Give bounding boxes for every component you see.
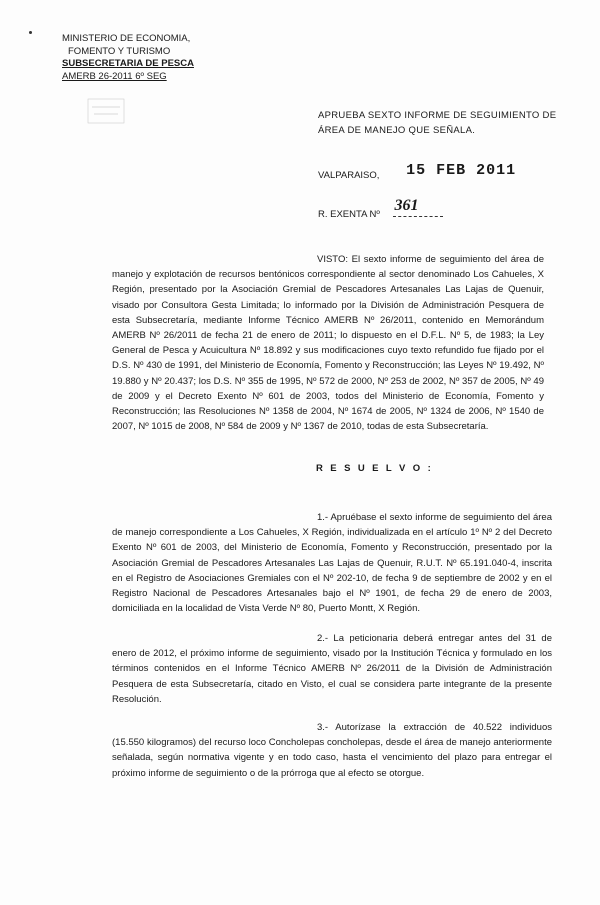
letterhead [62,33,194,83]
visto-paragraph: VISTO: El sexto informe de seguimiento del área de manejo y explotación de recursos bentónicos correspondiente al sector denominado Los Cahueles, X Región, presentado por la Asociación Gremial de Pescadores Artesanales Las Lajas de Quenuir, visado por Consultora Gesta Limitada; lo informado por la División de Administración Pesquera de esta Subsecretaría, mediante Informe Técnico AMERB Nº 26/2011, contenido en Memorándum AMERB Nº 26/2011 de fecha 21 de enero de 2011; lo dispuesto en el D.F.L. Nº 5, de 1983; la Ley General de Pesca y Acuicultura Nº 18.892 y sus modificaciones cuyo texto refundido fue fijado por el D.S. Nº 430 de 1991, del Ministerio de Economía, Fomento y Reconstrucción; las Leyes Nº 19.492, Nº 19.880 y Nº 20.437; los D.S. Nº 355 de 1995, Nº 572 de 2000, Nº 253 de 2002, Nº 357 de 2005, Nº 49 de 2009 y el Decreto Exento Nº 601 de 2003, todos del Ministerio de Economía, Fomento y Reconstrucción; las Resoluciones Nº 1358 de 2004, Nº 1674 de 2005, Nº 1324 de 2006, Nº 1540 de 2007, Nº 1015 de 2008, Nº 584 de 2009 y Nº 1367 de 2010, todas de esta Subsecretaría. [112,254,544,433]
reference-line: AMERB 26-2011 6º SEG [62,70,167,82]
ministry-line-2: FOMENTO Y TURISMO [68,45,171,57]
scan-mark [29,31,32,34]
resolution-article-2: 2.- La peticionaria deberá entregar antes del 31 de enero de 2012, el próximo informe de seguimiento, visado por la Institución Técnica y formulado en los términos contenidos en el Informe Técnico AMERB Nº 26/2011 de la División de Administración Pesquera de esta Subsecretaría, citado en Visto, el cual se considera parte integrante de la presente Resolución. [112,633,552,705]
place-date [318,162,517,183]
faint-stamp [86,96,126,126]
number-underline [393,216,443,217]
ministry-line: MINISTERIO DE ECONOMIA, [62,33,191,44]
resolution-article-1: 1.- Apruébase el sexto informe de seguimiento del área de manejo correspondiente a Los Cahueles, X Región, individualizada en el artículo 1º Nº 2 del Decreto Exento Nº 601 de 2003, del Ministerio de Economía, Fomento y Reconstrucción, presentado por la Asociación Gremial de Pescadores Artesanales Las Lajas de Quenuir, R.U.T. Nº 65.191.040-4, inscrita en el Registro de Asociaciones Gremiales con el Nº 202-10, de fecha 9 de septiembre de 2002 y en el Registro Nacional de Pescadores Artesanales bajo el Nº 1901, de fecha 29 de enero de 2003, domiciliada en la localidad de Vista Verde Nº 80, Puerto Montt, X Región. [112,512,552,615]
document-title: APRUEBA SEXTO INFORME DE SEGUIMIENTO DE ÁREA DE MANEJO QUE SEÑALA. [318,110,557,136]
stamp-date: 15 FEB 2011 [406,162,517,179]
resolution-article-3: 3.- Autorízase la extracción de 40.522 individuos (15.550 kilogramos) del recurso loco Concholepas concholepas, desde el área de manejo anteriormente señalada, según normativa vigente y en todo caso, hasta el vencimiento del plazo para entregar el próximo informe de seguimiento o de la prórroga que al efecto se otorgue. [112,722,552,779]
resuelvo-heading: R E S U E L V O : [316,463,434,474]
city: VALPARAISO, [318,170,380,181]
resolution-number-value: 361 [394,197,419,214]
resolution-number [318,197,443,222]
resolution-label: R. EXENTA Nº [318,209,380,220]
subsecretaria-line: SUBSECRETARIA DE PESCA [62,58,194,69]
